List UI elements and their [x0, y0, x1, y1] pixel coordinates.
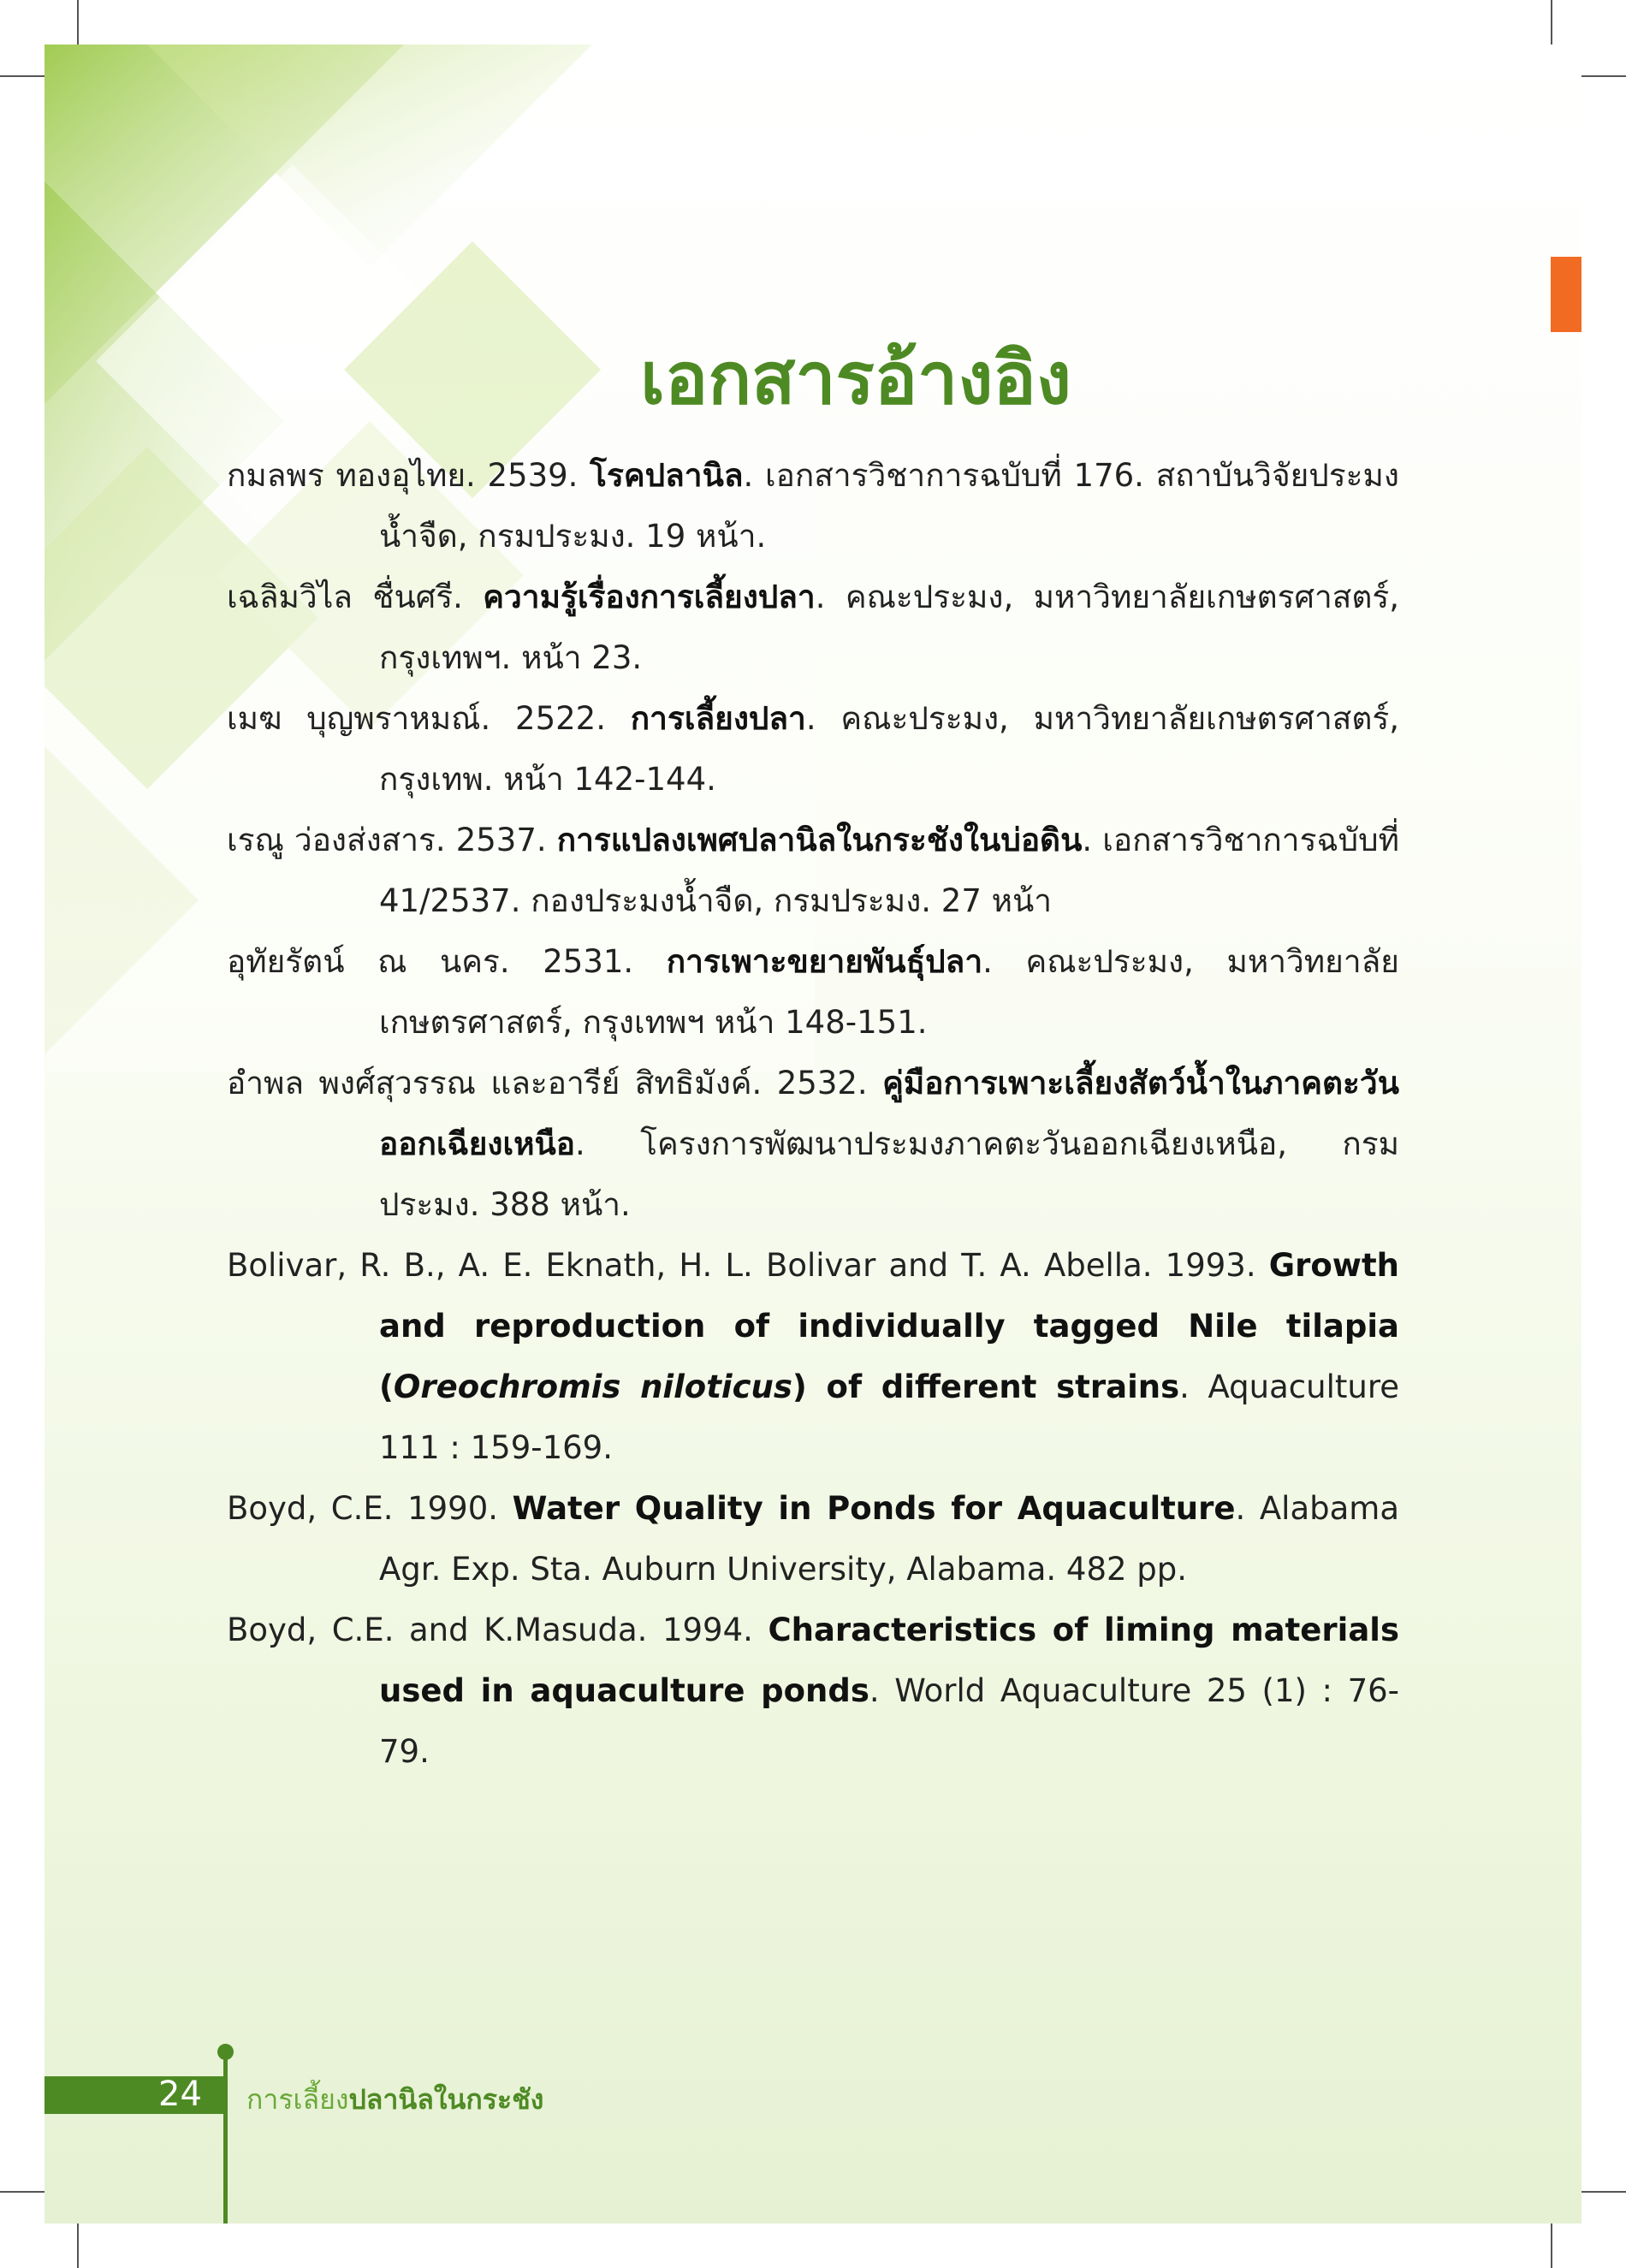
footer-dot [217, 2044, 234, 2060]
reference-before: เรณู ว่องส่งสาร. 2537. [227, 822, 557, 858]
reference-title-group [557, 822, 1083, 858]
reference-before: กมลพร ทองอุไทย. 2539. [227, 457, 590, 494]
reference-title-end: ) of different strains [792, 1369, 1180, 1405]
reference-after: . Aquaculture 111 : 159-169. [379, 1369, 1399, 1466]
reference-before: Bolivar, R. B., A. E. Eknath, H. L. Bolivar and T. A. Abella. 1993. [227, 1247, 1269, 1284]
reference-title: คู่มือการเพาะเลี้ยงสัตว์น้ำในภาคตะวันออกเฉียงเหนือ [379, 1065, 1399, 1162]
reference-after: . โครงการพัฒนาประมงภาคตะวันออกเฉียงเหนือ, กรมประมง. 388 หน้า. [379, 1125, 1399, 1223]
crop-mark [1551, 2223, 1552, 2268]
reference-title: การแปลงเพศปลานิลในกระชังในบ่อดิน [556, 822, 1083, 858]
reference-before: Boyd, C.E. and K.Masuda. 1994. [227, 1612, 768, 1648]
crop-mark [0, 2191, 45, 2193]
reference-entry [227, 810, 1399, 931]
page-title: เอกสารอ้างอิง [640, 336, 1071, 421]
reference-after: . World Aquaculture 25 (1) : 76-79. [379, 1672, 1400, 1770]
reference-entry [227, 688, 1399, 810]
footer-text-bold: ปลานิลในกระชัง [348, 2083, 544, 2116]
reference-after: . คณะประมง, มหาวิทยาลัยเกษตรศาสตร์, กรุงเทพฯ หน้า 148-151. [379, 943, 1399, 1041]
crop-mark [1551, 0, 1552, 45]
crop-mark [77, 2223, 79, 2268]
reference-entry [227, 1053, 1399, 1235]
crop-mark [0, 75, 45, 77]
reference-title: การเลี้ยงปลา [630, 700, 806, 737]
footer-line [223, 2051, 228, 2223]
reference-before: อุทัยรัตน์ ณ นคร. 2531. [227, 943, 667, 980]
reference-title: การเพาะขยายพันธุ์ปลา [666, 943, 983, 980]
reference-entry [227, 1235, 1399, 1478]
reference-entry [227, 567, 1399, 688]
reference-title-group [513, 1490, 1236, 1527]
crop-mark [1581, 2191, 1626, 2193]
reference-before: เมฆ บุญพราหมณ์. 2522. [227, 700, 631, 737]
reference-after: . คณะประมง, มหาวิทยาลัยเกษตรศาสตร์, กรุงเทพฯ. หน้า 23. [379, 579, 1399, 676]
reference-list [227, 445, 1399, 1782]
reference-entry [227, 445, 1399, 567]
reference-title-group [590, 457, 743, 494]
reference-entry [227, 1600, 1399, 1782]
reference-entry [227, 1478, 1399, 1600]
reference-title-group [667, 943, 982, 980]
reference-before: เฉลิมวิไล ชื่นศรี. [227, 579, 484, 615]
reference-after: . Alabama Agr. Exp. Sta. Auburn University, Alabama. 482 pp. [379, 1490, 1399, 1588]
reference-species-name: Oreochromis niloticus [393, 1369, 792, 1405]
reference-title: Characteristics of liming materials used in aquaculture ponds [379, 1612, 1399, 1709]
reference-title-group [483, 579, 815, 615]
reference-title: Growth and reproduction of individually tagged Nile tilapia ( [379, 1247, 1399, 1405]
reference-after: . คณะประมง, มหาวิทยาลัยเกษตรศาสตร์, กรุงเทพ. หน้า 142-144. [379, 700, 1400, 798]
reference-title: Water Quality in Ponds for Aquaculture [512, 1490, 1236, 1527]
crop-mark [77, 0, 79, 45]
reference-before: Boyd, C.E. 1990. [227, 1490, 513, 1527]
reference-title: ความรู้เรื่องการเลี้ยงปลา [483, 579, 816, 615]
footer-book-title [246, 2078, 543, 2122]
crop-mark [1581, 75, 1626, 77]
footer-text-light: การเลี้ยง [246, 2083, 349, 2116]
page-number: 24 [158, 2075, 202, 2114]
reference-entry [227, 931, 1399, 1053]
reference-after: . เอกสารวิชาการฉบับที่ 176. สถาบันวิจัยประมงน้ำจืด, กรมประมง. 19 หน้า. [379, 457, 1399, 555]
reference-title-group [631, 700, 806, 737]
reference-after: . เอกสารวิชาการฉบับที่ 41/2537. กองประมงน้ำจืด, กรมประมง. 27 หน้า [379, 822, 1400, 919]
reference-title: โรคปลานิล [590, 457, 744, 494]
reference-before: อำพล พงศ์สุวรรณ และอารีย์ สิทธิมังค์. 2532. [227, 1065, 883, 1101]
